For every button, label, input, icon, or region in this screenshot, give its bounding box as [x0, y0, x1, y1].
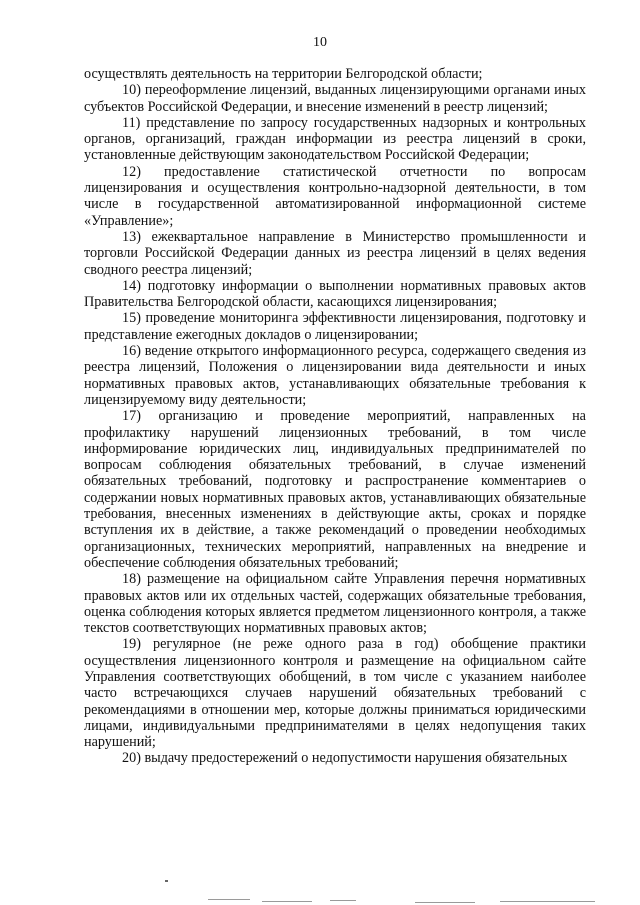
paragraph-item-11: 11) представление по запросу государственных надзорных и контрольных органов, организаций, граждан информации из реестра лицензий в сроки, установленные действующим законодательством Российской Федерации;	[84, 114, 586, 164]
paragraph-item-12: 12) предоставление статистической отчетности по вопросам лицензирования и осуществления контрольно-надзорной деятельности, в том числе в государственной автоматизированной информационной системе «Управление»;	[84, 163, 586, 229]
paragraph-item-13: 13) ежеквартальное направление в Министерство промышленности и торговли Российской Федерации данных из реестра лицензий в целях ведения сводного реестра лицензий;	[84, 228, 586, 278]
scan-line-mark	[262, 901, 312, 902]
scan-line-mark	[208, 899, 250, 900]
paragraph-item-18: 18) размещение на официальном сайте Управления перечня нормативных правовых актов или их отдельных частей, содержащих обязательные требования, оценка соблюдения которых является предметом лицензионного контроля, а также текстов соответствующих нормативных правовых актов;	[84, 571, 586, 637]
paragraph-continuation: осуществлять деятельность на территории Белгородской области;	[84, 66, 483, 82]
page-number: 10	[313, 35, 327, 50]
scan-speck	[165, 880, 168, 882]
paragraph-item-14: 14) подготовку информации о выполнении нормативных правовых актов Правительства Белгородской области, касающихся лицензирования;	[84, 277, 586, 311]
scan-line-mark	[500, 901, 595, 902]
paragraph-item-15: 15) проведение мониторинга эффективности лицензирования, подготовку и представление ежегодных докладов о лицензировании;	[84, 310, 586, 343]
paragraph-item-16: 16) ведение открытого информационного ресурса, содержащего сведения из реестра лицензий, Положения о лицензировании вида деятельности и иных нормативных правовых актов, устанавливающих обязательные требования к лицензируемому виду деятельности;	[84, 343, 586, 408]
paragraph-item-19: 19) регулярное (не реже одного раза в год) обобщение практики осуществления лицензионного контроля и размещение на официальном сайте Управления соответствующих обобщений, в том числе с указанием наиболее часто встречающихся случаев нарушений обязательных требований с рекомендациями в отношении мер, которые должны приниматься юридическими лицами, индивидуальными предпринимателями в целях недопущения таких нарушений;	[84, 636, 586, 751]
paragraph-item-20: 20) выдачу предостережений о недопустимости нарушения обязательных	[122, 750, 568, 767]
scan-line-mark	[415, 902, 475, 903]
paragraph-item-10: 10) переоформление лицензий, выданных лицензирующими органами иных субъектов Российской Федерации, и внесение изменений в реестр лицензий;	[84, 82, 586, 115]
paragraph-item-17: 17) организацию и проведение мероприятий, направленных на профилактику нарушений лицензионных требований, в том числе информирование юридических лиц, индивидуальных предпринимателей по вопросам соблюдения обязательных требований, в случае изменений обязательных требований, подготовку и распространение комментариев о содержании новых нормативных правовых актов, устанавливающих обязательные требования, внесенных изменениях в действующие акты, сроках и порядке вступления их в действие, а также рекомендаций о проведении необходимых организационных, технических мероприятий, направленных на внедрение и обеспечение соблюдения обязательных требований;	[84, 408, 586, 571]
document-body	[84, 66, 586, 767]
scan-line-mark	[330, 900, 356, 901]
